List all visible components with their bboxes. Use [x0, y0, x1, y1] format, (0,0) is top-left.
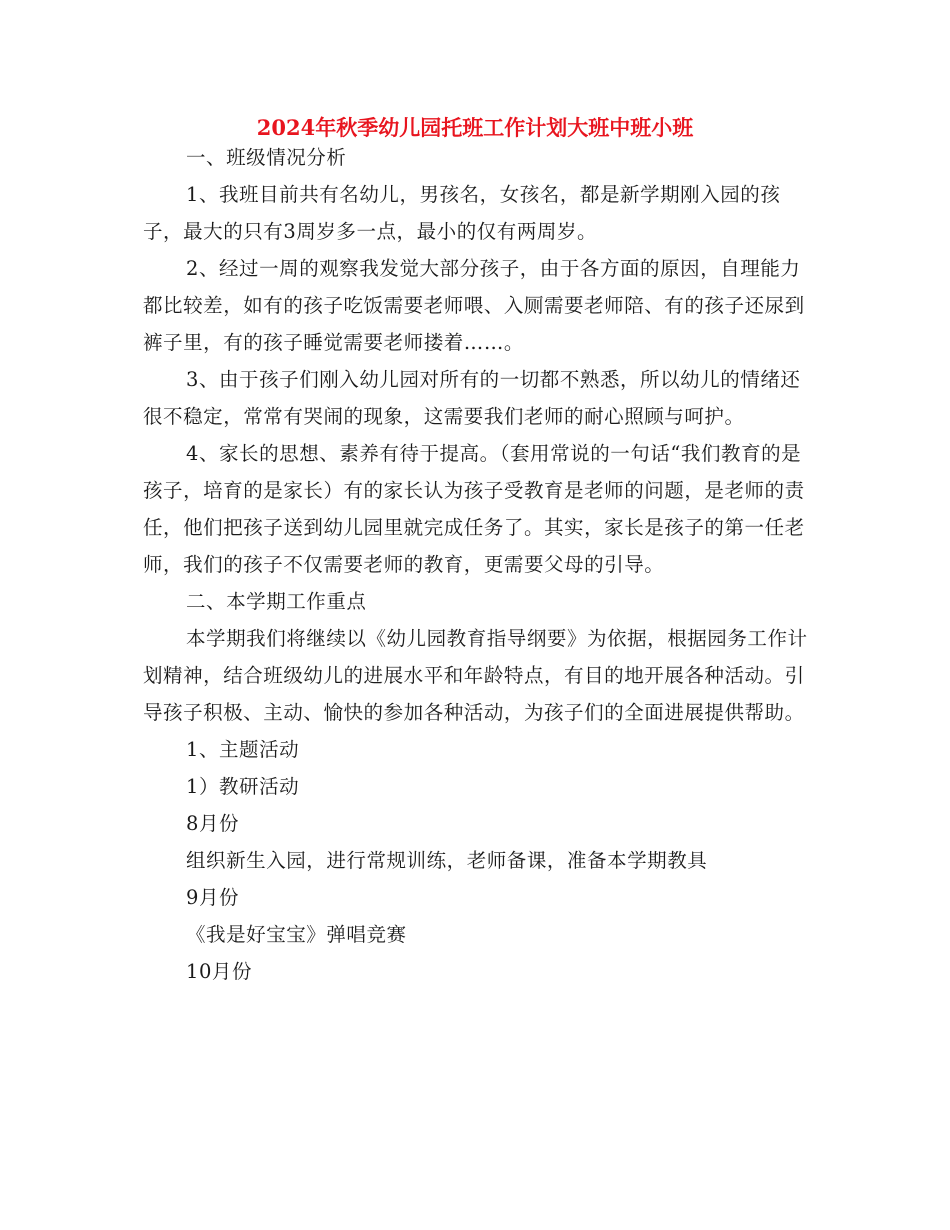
month-label: 8月份	[186, 812, 240, 835]
paragraph: 2、经过一周的观察我发觉大部分孩子，由于各方面的原因，自理能力都比较差，如有的孩子吃饭需要老师喂、入厕需要老师陪、有的孩子还尿到裤子里，有的孩子睡觉需要老师搂着……。	[143, 257, 805, 354]
section-heading: 一、班级情况分析	[186, 146, 347, 169]
subheading: 1）教研活动	[186, 775, 300, 798]
month-label: 9月份	[186, 886, 240, 909]
document-body	[143, 139, 808, 990]
month-label: 10月份	[186, 960, 253, 983]
paragraph: 本学期我们将继续以《幼儿园教育指导纲要》为依据，根据园务工作计划精神，结合班级幼儿的进展水平和年龄特点，有目的地开展各种活动。引导孩子积极、主动、愉快的参加各种活动，为孩子们的全面进展提供帮助。	[143, 627, 808, 724]
paragraph: 组织新生入园，进行常规训练，老师备课，准备本学期教具	[186, 849, 708, 872]
paragraph: 《我是好宝宝》弹唱竞赛	[186, 923, 407, 946]
subheading: 1、主题活动	[186, 738, 300, 761]
paragraph: 1、我班目前共有名幼儿，男孩名，女孩名，都是新学期刚入园的孩子，最大的只有3周岁多一点，最小的仅有两周岁。	[143, 183, 781, 243]
document-title: 2024年秋季幼儿园托班工作计划大班中班小班	[256, 115, 694, 140]
paragraph: 4、家长的思想、素养有待于提高。（套用常说的一句话“我们教育的是孩子，培育的是家长）有的家长认为孩子受教育是老师的问题，是老师的责任，他们把孩子送到幼儿园里就完成任务了。其实，家长是孩子的第一任老师，我们的孩子不仅需要老师的教育，更需要父母的引导。	[143, 442, 805, 576]
section-heading: 二、本学期工作重点	[186, 590, 367, 613]
paragraph: 3、由于孩子们刚入幼儿园对所有的一切都不熟悉，所以幼儿的情绪还很不稳定，常常有哭闹的现象，这需要我们老师的耐心照顾与呵护。	[143, 368, 801, 428]
